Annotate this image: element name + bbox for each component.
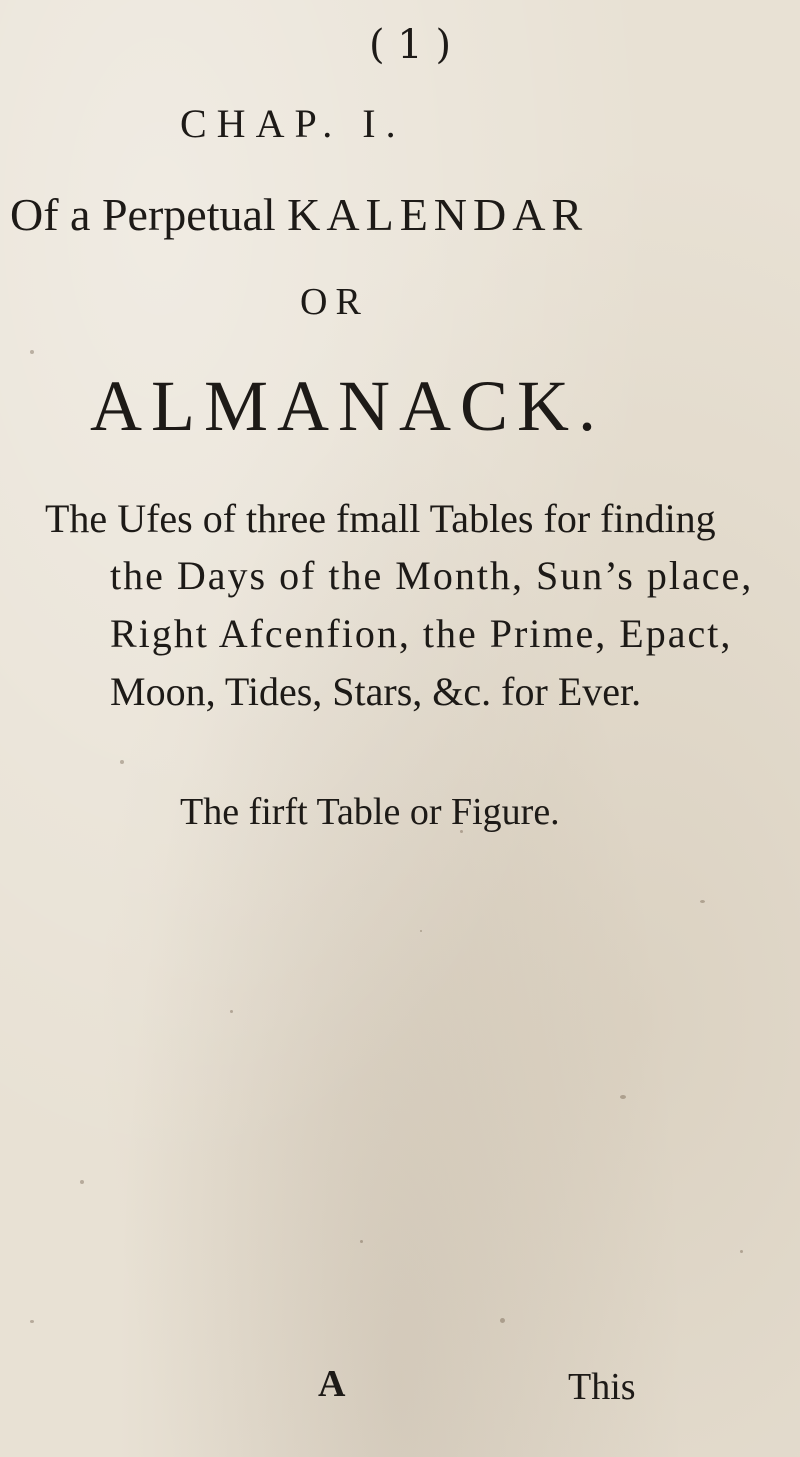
paper-speck: [700, 900, 705, 903]
paper-speck: [420, 930, 422, 932]
paper-speck: [360, 1240, 363, 1243]
title-or: OR: [300, 281, 369, 323]
paper-speck: [500, 1318, 505, 1323]
body-line: The Ufes of three fmall Tables for finding: [45, 496, 716, 541]
title-line-start: Of a Perpetual: [10, 189, 288, 240]
page-number: ( 1 ): [368, 22, 452, 68]
chapter-heading: CHAP. I.: [180, 101, 406, 146]
paper-speck: [30, 350, 34, 354]
paper-speck: [620, 1095, 626, 1099]
title-almanack: ALMANACK.: [90, 366, 606, 446]
paper-speck: [120, 760, 124, 764]
title-kalendar: KALENDAR: [287, 189, 589, 240]
signature-mark: A: [318, 1363, 346, 1405]
paper-speck: [740, 1250, 743, 1253]
paper-speck: [80, 1180, 84, 1184]
body-line: Right Afcenfion, the Prime, Epact,: [110, 611, 733, 656]
title-line: [10, 188, 588, 241]
catchword: This: [568, 1366, 636, 1408]
body-line: the Days of the Month, Sun’s place,: [110, 553, 754, 598]
body-line: Moon, Tides, Stars, &c. for Ever.: [110, 669, 642, 714]
paper-speck: [30, 1320, 34, 1323]
paper-speck: [230, 1010, 233, 1013]
subheading: The firft Table or Figure.: [180, 791, 560, 833]
